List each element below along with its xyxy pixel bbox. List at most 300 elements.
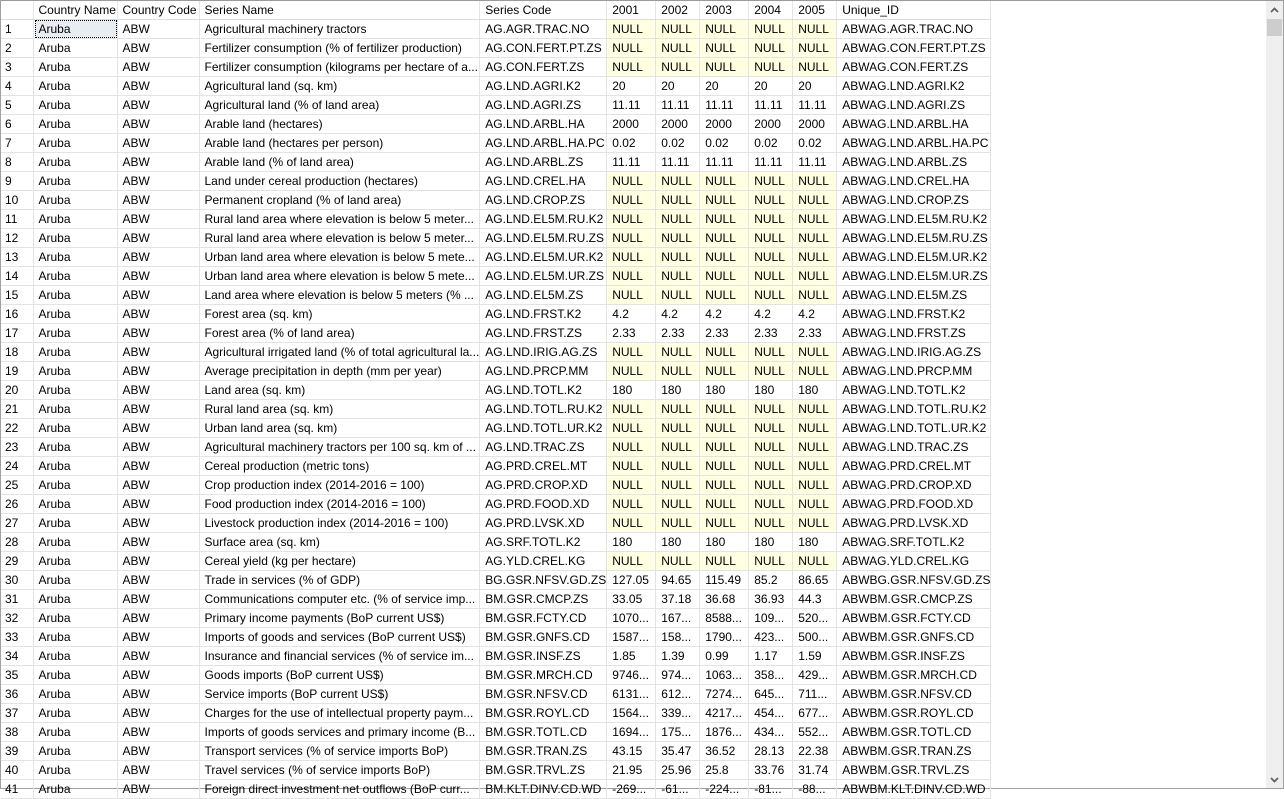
cell-country-code[interactable]: ABW xyxy=(117,723,199,742)
cell-country-name[interactable]: Aruba xyxy=(33,438,117,457)
cell-country-code[interactable]: ABW xyxy=(117,286,199,305)
cell-country-name[interactable]: Aruba xyxy=(33,248,117,267)
cell-year-2005[interactable]: 1.59 xyxy=(793,647,837,666)
cell-year-2001[interactable]: NULL xyxy=(607,39,656,58)
cell-year-2004[interactable]: 180 xyxy=(749,381,793,400)
row-header[interactable]: 37 xyxy=(1,704,33,723)
cell-unique-id[interactable]: ABWAG.AGR.TRAC.NO xyxy=(837,20,991,39)
table-row[interactable] xyxy=(1,343,991,362)
cell-country-name[interactable]: Aruba xyxy=(33,609,117,628)
table-row[interactable] xyxy=(1,286,991,305)
cell-year-2001[interactable]: 21.95 xyxy=(607,761,656,780)
cell-unique-id[interactable]: ABWAG.LND.CROP.ZS xyxy=(837,191,991,210)
cell-year-2004[interactable]: -81... xyxy=(749,780,793,799)
row-header[interactable]: 26 xyxy=(1,495,33,514)
table-row[interactable] xyxy=(1,609,991,628)
cell-year-2003[interactable]: 8588... xyxy=(700,609,749,628)
table-row[interactable] xyxy=(1,419,991,438)
cell-year-2001[interactable]: 1694... xyxy=(607,723,656,742)
cell-country-code[interactable]: ABW xyxy=(117,685,199,704)
cell-year-2004[interactable]: 180 xyxy=(749,533,793,552)
cell-unique-id[interactable]: ABWAG.LND.IRIG.AG.ZS xyxy=(837,343,991,362)
cell-country-code[interactable]: ABW xyxy=(117,20,199,39)
cell-year-2001[interactable]: NULL xyxy=(607,210,656,229)
cell-series-name[interactable]: Cereal yield (kg per hectare) xyxy=(199,552,480,571)
cell-year-2001[interactable]: NULL xyxy=(607,476,656,495)
cell-country-code[interactable]: ABW xyxy=(117,229,199,248)
cell-year-2003[interactable]: 4217... xyxy=(700,704,749,723)
cell-year-2004[interactable]: 434... xyxy=(749,723,793,742)
row-header[interactable]: 17 xyxy=(1,324,33,343)
cell-unique-id[interactable]: ABWAG.PRD.CROP.XD xyxy=(837,476,991,495)
cell-year-2005[interactable]: 4.2 xyxy=(793,305,837,324)
cell-unique-id[interactable]: ABWAG.LND.TOTL.K2 xyxy=(837,381,991,400)
cell-year-2001[interactable]: 6131... xyxy=(607,685,656,704)
cell-country-code[interactable]: ABW xyxy=(117,96,199,115)
table-row[interactable] xyxy=(1,267,991,286)
cell-series-code[interactable]: AG.YLD.CREL.KG xyxy=(480,552,607,571)
cell-year-2004[interactable]: 109... xyxy=(749,609,793,628)
cell-year-2002[interactable]: NULL xyxy=(656,438,700,457)
row-header[interactable]: 8 xyxy=(1,153,33,172)
row-header[interactable]: 4 xyxy=(1,77,33,96)
cell-country-name[interactable]: Aruba xyxy=(33,343,117,362)
cell-year-2001[interactable]: NULL xyxy=(607,58,656,77)
cell-series-code[interactable]: AG.AGR.TRAC.NO xyxy=(480,20,607,39)
cell-country-name[interactable]: Aruba xyxy=(33,210,117,229)
cell-series-name[interactable]: Urban land area where elevation is below 5 mete... xyxy=(199,267,480,286)
cell-year-2004[interactable]: NULL xyxy=(749,39,793,58)
cell-country-code[interactable]: ABW xyxy=(117,628,199,647)
cell-unique-id[interactable]: ABWBM.GSR.TOTL.CD xyxy=(837,723,991,742)
cell-year-2004[interactable]: NULL xyxy=(749,58,793,77)
cell-series-code[interactable]: BM.GSR.ROYL.CD xyxy=(480,704,607,723)
cell-country-code[interactable]: ABW xyxy=(117,590,199,609)
cell-unique-id[interactable]: ABWAG.LND.FRST.ZS xyxy=(837,324,991,343)
cell-year-2002[interactable]: NULL xyxy=(656,267,700,286)
cell-year-2005[interactable]: NULL xyxy=(793,438,837,457)
cell-year-2001[interactable]: 9746... xyxy=(607,666,656,685)
cell-year-2003[interactable]: NULL xyxy=(700,267,749,286)
table-row[interactable] xyxy=(1,571,991,590)
cell-series-name[interactable]: Insurance and financial services (% of service im... xyxy=(199,647,480,666)
cell-year-2002[interactable]: 94.65 xyxy=(656,571,700,590)
cell-year-2003[interactable]: NULL xyxy=(700,438,749,457)
cell-unique-id[interactable]: ABWBM.GSR.MRCH.CD xyxy=(837,666,991,685)
cell-year-2001[interactable]: 1.85 xyxy=(607,647,656,666)
cell-series-code[interactable]: AG.PRD.LVSK.XD xyxy=(480,514,607,533)
cell-year-2001[interactable]: NULL xyxy=(607,286,656,305)
cell-series-code[interactable]: BM.KLT.DINV.CD.WD xyxy=(480,780,607,799)
cell-year-2004[interactable]: NULL xyxy=(749,457,793,476)
cell-year-2004[interactable]: NULL xyxy=(749,362,793,381)
cell-series-code[interactable]: AG.LND.CROP.ZS xyxy=(480,191,607,210)
row-header[interactable]: 24 xyxy=(1,457,33,476)
row-header[interactable]: 10 xyxy=(1,191,33,210)
cell-country-name[interactable]: Aruba xyxy=(33,381,117,400)
cell-year-2004[interactable]: 2000 xyxy=(749,115,793,134)
cell-year-2003[interactable]: 180 xyxy=(700,381,749,400)
cell-year-2004[interactable]: 33.76 xyxy=(749,761,793,780)
cell-year-2004[interactable]: NULL xyxy=(749,248,793,267)
cell-country-name[interactable]: Aruba xyxy=(33,419,117,438)
row-header[interactable]: 22 xyxy=(1,419,33,438)
cell-series-name[interactable]: Transport services (% of service imports BoP) xyxy=(199,742,480,761)
cell-series-name[interactable]: Urban land area (sq. km) xyxy=(199,419,480,438)
cell-year-2005[interactable]: NULL xyxy=(793,191,837,210)
cell-year-2001[interactable]: NULL xyxy=(607,20,656,39)
cell-series-code[interactable]: BM.GSR.INSF.ZS xyxy=(480,647,607,666)
row-header[interactable]: 3 xyxy=(1,58,33,77)
cell-year-2003[interactable]: 2.33 xyxy=(700,324,749,343)
cell-unique-id[interactable]: ABWAG.LND.AGRI.K2 xyxy=(837,77,991,96)
cell-country-name[interactable]: Aruba xyxy=(33,761,117,780)
cell-series-code[interactable]: AG.LND.ARBL.HA xyxy=(480,115,607,134)
cell-year-2005[interactable]: -88... xyxy=(793,780,837,799)
cell-year-2004[interactable]: 645... xyxy=(749,685,793,704)
cell-year-2004[interactable]: 1.17 xyxy=(749,647,793,666)
cell-year-2004[interactable]: NULL xyxy=(749,229,793,248)
cell-year-2001[interactable]: 0.02 xyxy=(607,134,656,153)
cell-year-2003[interactable]: NULL xyxy=(700,286,749,305)
cell-country-name[interactable]: Aruba xyxy=(33,58,117,77)
cell-year-2002[interactable]: NULL xyxy=(656,20,700,39)
cell-series-name[interactable]: Service imports (BoP current US$) xyxy=(199,685,480,704)
cell-country-name[interactable]: Aruba xyxy=(33,647,117,666)
cell-year-2002[interactable]: 612... xyxy=(656,685,700,704)
cell-year-2002[interactable]: 1.39 xyxy=(656,647,700,666)
cell-year-2003[interactable]: NULL xyxy=(700,362,749,381)
cell-unique-id[interactable]: ABWAG.LND.TOTL.RU.K2 xyxy=(837,400,991,419)
cell-country-name[interactable]: Aruba xyxy=(33,704,117,723)
cell-series-name[interactable]: Arable land (hectares) xyxy=(199,115,480,134)
cell-country-name[interactable]: Aruba xyxy=(33,780,117,799)
row-header[interactable]: 18 xyxy=(1,343,33,362)
cell-series-name[interactable]: Urban land area where elevation is below 5 mete... xyxy=(199,248,480,267)
cell-year-2001[interactable]: 180 xyxy=(607,533,656,552)
table-row[interactable] xyxy=(1,476,991,495)
cell-country-name[interactable]: Aruba xyxy=(33,666,117,685)
cell-unique-id[interactable]: ABWAG.LND.ARBL.HA.PC xyxy=(837,134,991,153)
cell-year-2002[interactable]: NULL xyxy=(656,400,700,419)
cell-year-2004[interactable]: NULL xyxy=(749,20,793,39)
row-header[interactable]: 7 xyxy=(1,134,33,153)
cell-country-name[interactable]: Aruba xyxy=(33,286,117,305)
cell-unique-id[interactable]: ABWAG.LND.EL5M.ZS xyxy=(837,286,991,305)
cell-country-name[interactable]: Aruba xyxy=(33,191,117,210)
cell-series-code[interactable]: AG.LND.TOTL.RU.K2 xyxy=(480,400,607,419)
cell-year-2002[interactable]: NULL xyxy=(656,229,700,248)
cell-series-name[interactable]: Forest area (sq. km) xyxy=(199,305,480,324)
cell-series-name[interactable]: Agricultural machinery tractors per 100 sq. km of ... xyxy=(199,438,480,457)
cell-series-name[interactable]: Communications computer etc. (% of service imp... xyxy=(199,590,480,609)
cell-series-name[interactable]: Agricultural irrigated land (% of total agricultural la... xyxy=(199,343,480,362)
cell-series-code[interactable]: AG.LND.ARBL.ZS xyxy=(480,153,607,172)
scroll-thumb[interactable] xyxy=(1267,19,1282,36)
cell-year-2005[interactable]: NULL xyxy=(793,248,837,267)
cell-series-code[interactable]: BM.GSR.TOTL.CD xyxy=(480,723,607,742)
cell-unique-id[interactable]: ABWAG.LND.ARBL.HA xyxy=(837,115,991,134)
table-row[interactable] xyxy=(1,742,991,761)
cell-series-name[interactable]: Rural land area where elevation is below 5 meter... xyxy=(199,210,480,229)
cell-year-2002[interactable]: 175... xyxy=(656,723,700,742)
row-header[interactable]: 40 xyxy=(1,761,33,780)
cell-series-name[interactable]: Agricultural land (sq. km) xyxy=(199,77,480,96)
cell-unique-id[interactable]: ABWAG.SRF.TOTL.K2 xyxy=(837,533,991,552)
column-header-country-code[interactable]: Country Code xyxy=(117,1,199,20)
table-row[interactable] xyxy=(1,324,991,343)
cell-year-2002[interactable]: -61... xyxy=(656,780,700,799)
cell-unique-id[interactable]: ABWBM.GSR.TRAN.ZS xyxy=(837,742,991,761)
cell-year-2002[interactable]: NULL xyxy=(656,58,700,77)
cell-year-2002[interactable]: NULL xyxy=(656,514,700,533)
cell-series-name[interactable]: Arable land (% of land area) xyxy=(199,153,480,172)
cell-year-2002[interactable]: NULL xyxy=(656,172,700,191)
cell-country-name[interactable] xyxy=(33,20,117,39)
cell-year-2005[interactable]: NULL xyxy=(793,286,837,305)
cell-year-2005[interactable]: 429... xyxy=(793,666,837,685)
cell-year-2003[interactable]: NULL xyxy=(700,172,749,191)
cell-year-2001[interactable]: NULL xyxy=(607,191,656,210)
row-header[interactable]: 35 xyxy=(1,666,33,685)
column-header-year-2005[interactable]: 2005 xyxy=(793,1,837,20)
cell-series-name[interactable]: Land area (sq. km) xyxy=(199,381,480,400)
cell-year-2002[interactable]: NULL xyxy=(656,457,700,476)
cell-unique-id[interactable]: ABWAG.CON.FERT.ZS xyxy=(837,58,991,77)
table-row[interactable] xyxy=(1,647,991,666)
cell-country-code[interactable]: ABW xyxy=(117,761,199,780)
row-header[interactable]: 29 xyxy=(1,552,33,571)
cell-year-2004[interactable]: 20 xyxy=(749,77,793,96)
cell-series-name[interactable]: Land area where elevation is below 5 meters (% ... xyxy=(199,286,480,305)
cell-country-code[interactable]: ABW xyxy=(117,210,199,229)
cell-year-2005[interactable]: 500... xyxy=(793,628,837,647)
row-header[interactable]: 33 xyxy=(1,628,33,647)
cell-year-2001[interactable]: 43.15 xyxy=(607,742,656,761)
cell-series-name[interactable]: Primary income payments (BoP current US$) xyxy=(199,609,480,628)
row-header[interactable]: 27 xyxy=(1,514,33,533)
cell-series-code[interactable]: AG.LND.AGRI.ZS xyxy=(480,96,607,115)
cell-year-2004[interactable]: NULL xyxy=(749,343,793,362)
scroll-down-button[interactable] xyxy=(1266,771,1283,788)
column-header-year-2001[interactable]: 2001 xyxy=(607,1,656,20)
cell-series-name[interactable]: Fertilizer consumption (% of fertilizer production) xyxy=(199,39,480,58)
cell-year-2004[interactable]: NULL xyxy=(749,514,793,533)
table-row[interactable] xyxy=(1,229,991,248)
cell-series-name[interactable]: Fertilizer consumption (kilograms per hectare of a... xyxy=(199,58,480,77)
cell-year-2005[interactable]: 677... xyxy=(793,704,837,723)
cell-year-2002[interactable]: 35.47 xyxy=(656,742,700,761)
table-row[interactable] xyxy=(1,666,991,685)
table-row[interactable] xyxy=(1,153,991,172)
selected-cell[interactable]: Aruba xyxy=(35,20,117,38)
cell-year-2005[interactable]: NULL xyxy=(793,362,837,381)
row-header[interactable]: 13 xyxy=(1,248,33,267)
cell-year-2002[interactable]: NULL xyxy=(656,552,700,571)
cell-year-2001[interactable]: NULL xyxy=(607,419,656,438)
row-header[interactable]: 38 xyxy=(1,723,33,742)
cell-year-2003[interactable]: 1876... xyxy=(700,723,749,742)
cell-year-2005[interactable]: NULL xyxy=(793,20,837,39)
cell-year-2004[interactable]: NULL xyxy=(749,552,793,571)
cell-country-name[interactable]: Aruba xyxy=(33,628,117,647)
cell-unique-id[interactable]: ABWAG.LND.CREL.HA xyxy=(837,172,991,191)
cell-unique-id[interactable]: ABWAG.CON.FERT.PT.ZS xyxy=(837,39,991,58)
cell-series-name[interactable]: Forest area (% of land area) xyxy=(199,324,480,343)
cell-year-2001[interactable]: 1070... xyxy=(607,609,656,628)
table-row[interactable] xyxy=(1,704,991,723)
cell-year-2004[interactable]: 454... xyxy=(749,704,793,723)
table-row[interactable] xyxy=(1,780,991,799)
cell-year-2003[interactable]: NULL xyxy=(700,39,749,58)
cell-year-2001[interactable]: NULL xyxy=(607,552,656,571)
cell-series-code[interactable]: BM.GSR.MRCH.CD xyxy=(480,666,607,685)
cell-year-2004[interactable]: 358... xyxy=(749,666,793,685)
cell-year-2001[interactable]: 2.33 xyxy=(607,324,656,343)
row-header[interactable]: 5 xyxy=(1,96,33,115)
cell-country-code[interactable]: ABW xyxy=(117,343,199,362)
column-header-row-number[interactable] xyxy=(1,1,33,20)
cell-year-2001[interactable]: NULL xyxy=(607,438,656,457)
row-header[interactable]: 36 xyxy=(1,685,33,704)
cell-country-name[interactable]: Aruba xyxy=(33,362,117,381)
table-row[interactable] xyxy=(1,115,991,134)
cell-year-2001[interactable]: NULL xyxy=(607,229,656,248)
cell-year-2004[interactable]: 85.2 xyxy=(749,571,793,590)
cell-series-code[interactable]: AG.PRD.FOOD.XD xyxy=(480,495,607,514)
cell-year-2001[interactable]: -269... xyxy=(607,780,656,799)
cell-year-2003[interactable]: 11.11 xyxy=(700,96,749,115)
cell-unique-id[interactable]: ABWAG.PRD.FOOD.XD xyxy=(837,495,991,514)
cell-year-2004[interactable]: 36.93 xyxy=(749,590,793,609)
cell-country-code[interactable]: ABW xyxy=(117,58,199,77)
cell-year-2001[interactable]: NULL xyxy=(607,400,656,419)
cell-year-2002[interactable]: 11.11 xyxy=(656,96,700,115)
table-row[interactable] xyxy=(1,58,991,77)
cell-year-2004[interactable]: 2.33 xyxy=(749,324,793,343)
table-row[interactable] xyxy=(1,362,991,381)
cell-series-code[interactable]: AG.LND.AGRI.K2 xyxy=(480,77,607,96)
cell-series-name[interactable]: Foreign direct investment net outflows (BoP curr... xyxy=(199,780,480,799)
cell-year-2005[interactable]: 180 xyxy=(793,381,837,400)
cell-year-2005[interactable]: 711... xyxy=(793,685,837,704)
table-row[interactable] xyxy=(1,685,991,704)
cell-series-code[interactable]: AG.CON.FERT.ZS xyxy=(480,58,607,77)
table-row[interactable] xyxy=(1,590,991,609)
cell-year-2004[interactable]: 0.02 xyxy=(749,134,793,153)
cell-year-2002[interactable]: 339... xyxy=(656,704,700,723)
cell-year-2003[interactable]: NULL xyxy=(700,248,749,267)
cell-unique-id[interactable]: ABWAG.LND.EL5M.UR.K2 xyxy=(837,248,991,267)
cell-year-2001[interactable]: 33.05 xyxy=(607,590,656,609)
cell-series-code[interactable]: BM.GSR.FCTY.CD xyxy=(480,609,607,628)
cell-year-2003[interactable]: NULL xyxy=(700,514,749,533)
cell-year-2005[interactable]: NULL xyxy=(793,457,837,476)
cell-series-code[interactable]: AG.LND.CREL.HA xyxy=(480,172,607,191)
cell-year-2002[interactable]: 180 xyxy=(656,381,700,400)
cell-country-name[interactable]: Aruba xyxy=(33,324,117,343)
cell-series-code[interactable]: AG.LND.IRIG.AG.ZS xyxy=(480,343,607,362)
cell-year-2002[interactable]: 25.96 xyxy=(656,761,700,780)
cell-year-2005[interactable]: NULL xyxy=(793,172,837,191)
cell-year-2004[interactable]: NULL xyxy=(749,419,793,438)
column-header-series-code[interactable]: Series Code xyxy=(480,1,607,20)
cell-unique-id[interactable]: ABWAG.LND.TOTL.UR.K2 xyxy=(837,419,991,438)
cell-country-name[interactable]: Aruba xyxy=(33,552,117,571)
cell-country-code[interactable]: ABW xyxy=(117,495,199,514)
cell-series-name[interactable]: Trade in services (% of GDP) xyxy=(199,571,480,590)
cell-country-name[interactable]: Aruba xyxy=(33,533,117,552)
cell-series-name[interactable]: Agricultural machinery tractors xyxy=(199,20,480,39)
column-header-unique-id[interactable]: Unique_ID xyxy=(837,1,991,20)
cell-year-2001[interactable]: 4.2 xyxy=(607,305,656,324)
cell-series-code[interactable]: AG.PRD.CREL.MT xyxy=(480,457,607,476)
cell-unique-id[interactable]: ABWAG.LND.AGRI.ZS xyxy=(837,96,991,115)
cell-year-2004[interactable]: 28.13 xyxy=(749,742,793,761)
cell-year-2005[interactable]: 44.3 xyxy=(793,590,837,609)
cell-unique-id[interactable]: ABWAG.LND.TRAC.ZS xyxy=(837,438,991,457)
cell-unique-id[interactable]: ABWBG.GSR.NFSV.GD.ZS xyxy=(837,571,991,590)
table-row[interactable] xyxy=(1,400,991,419)
cell-year-2002[interactable]: NULL xyxy=(656,495,700,514)
cell-year-2005[interactable]: 11.11 xyxy=(793,153,837,172)
table-row[interactable] xyxy=(1,381,991,400)
cell-year-2003[interactable]: NULL xyxy=(700,552,749,571)
cell-year-2003[interactable]: NULL xyxy=(700,58,749,77)
row-header[interactable]: 23 xyxy=(1,438,33,457)
cell-year-2005[interactable]: 180 xyxy=(793,533,837,552)
table-row[interactable] xyxy=(1,552,991,571)
cell-country-name[interactable]: Aruba xyxy=(33,400,117,419)
row-header[interactable]: 20 xyxy=(1,381,33,400)
cell-year-2003[interactable]: NULL xyxy=(700,210,749,229)
cell-year-2002[interactable]: NULL xyxy=(656,286,700,305)
cell-country-code[interactable]: ABW xyxy=(117,39,199,58)
cell-country-name[interactable]: Aruba xyxy=(33,229,117,248)
cell-year-2003[interactable]: 36.52 xyxy=(700,742,749,761)
cell-unique-id[interactable]: ABWBM.GSR.GNFS.CD xyxy=(837,628,991,647)
cell-country-name[interactable]: Aruba xyxy=(33,723,117,742)
table-row[interactable] xyxy=(1,723,991,742)
cell-country-code[interactable]: ABW xyxy=(117,305,199,324)
table-row[interactable] xyxy=(1,533,991,552)
table-row[interactable] xyxy=(1,172,991,191)
cell-year-2003[interactable]: 2000 xyxy=(700,115,749,134)
table-row[interactable] xyxy=(1,305,991,324)
cell-series-name[interactable]: Permanent cropland (% of land area) xyxy=(199,191,480,210)
cell-year-2002[interactable]: 167... xyxy=(656,609,700,628)
cell-year-2003[interactable]: 36.68 xyxy=(700,590,749,609)
cell-year-2003[interactable]: NULL xyxy=(700,191,749,210)
cell-year-2003[interactable]: 20 xyxy=(700,77,749,96)
cell-year-2005[interactable]: 552... xyxy=(793,723,837,742)
cell-series-code[interactable]: BG.GSR.NFSV.GD.ZS xyxy=(480,571,607,590)
cell-year-2002[interactable]: NULL xyxy=(656,210,700,229)
cell-year-2001[interactable]: 20 xyxy=(607,77,656,96)
row-header[interactable]: 32 xyxy=(1,609,33,628)
cell-year-2005[interactable]: NULL xyxy=(793,419,837,438)
row-header[interactable]: 28 xyxy=(1,533,33,552)
cell-series-name[interactable]: Arable land (hectares per person) xyxy=(199,134,480,153)
cell-country-code[interactable]: ABW xyxy=(117,400,199,419)
cell-country-name[interactable]: Aruba xyxy=(33,571,117,590)
row-header[interactable]: 12 xyxy=(1,229,33,248)
row-header[interactable]: 11 xyxy=(1,210,33,229)
column-header-year-2004[interactable]: 2004 xyxy=(749,1,793,20)
cell-year-2001[interactable]: NULL xyxy=(607,343,656,362)
cell-year-2002[interactable]: 180 xyxy=(656,533,700,552)
cell-unique-id[interactable]: ABWAG.LND.EL5M.UR.ZS xyxy=(837,267,991,286)
